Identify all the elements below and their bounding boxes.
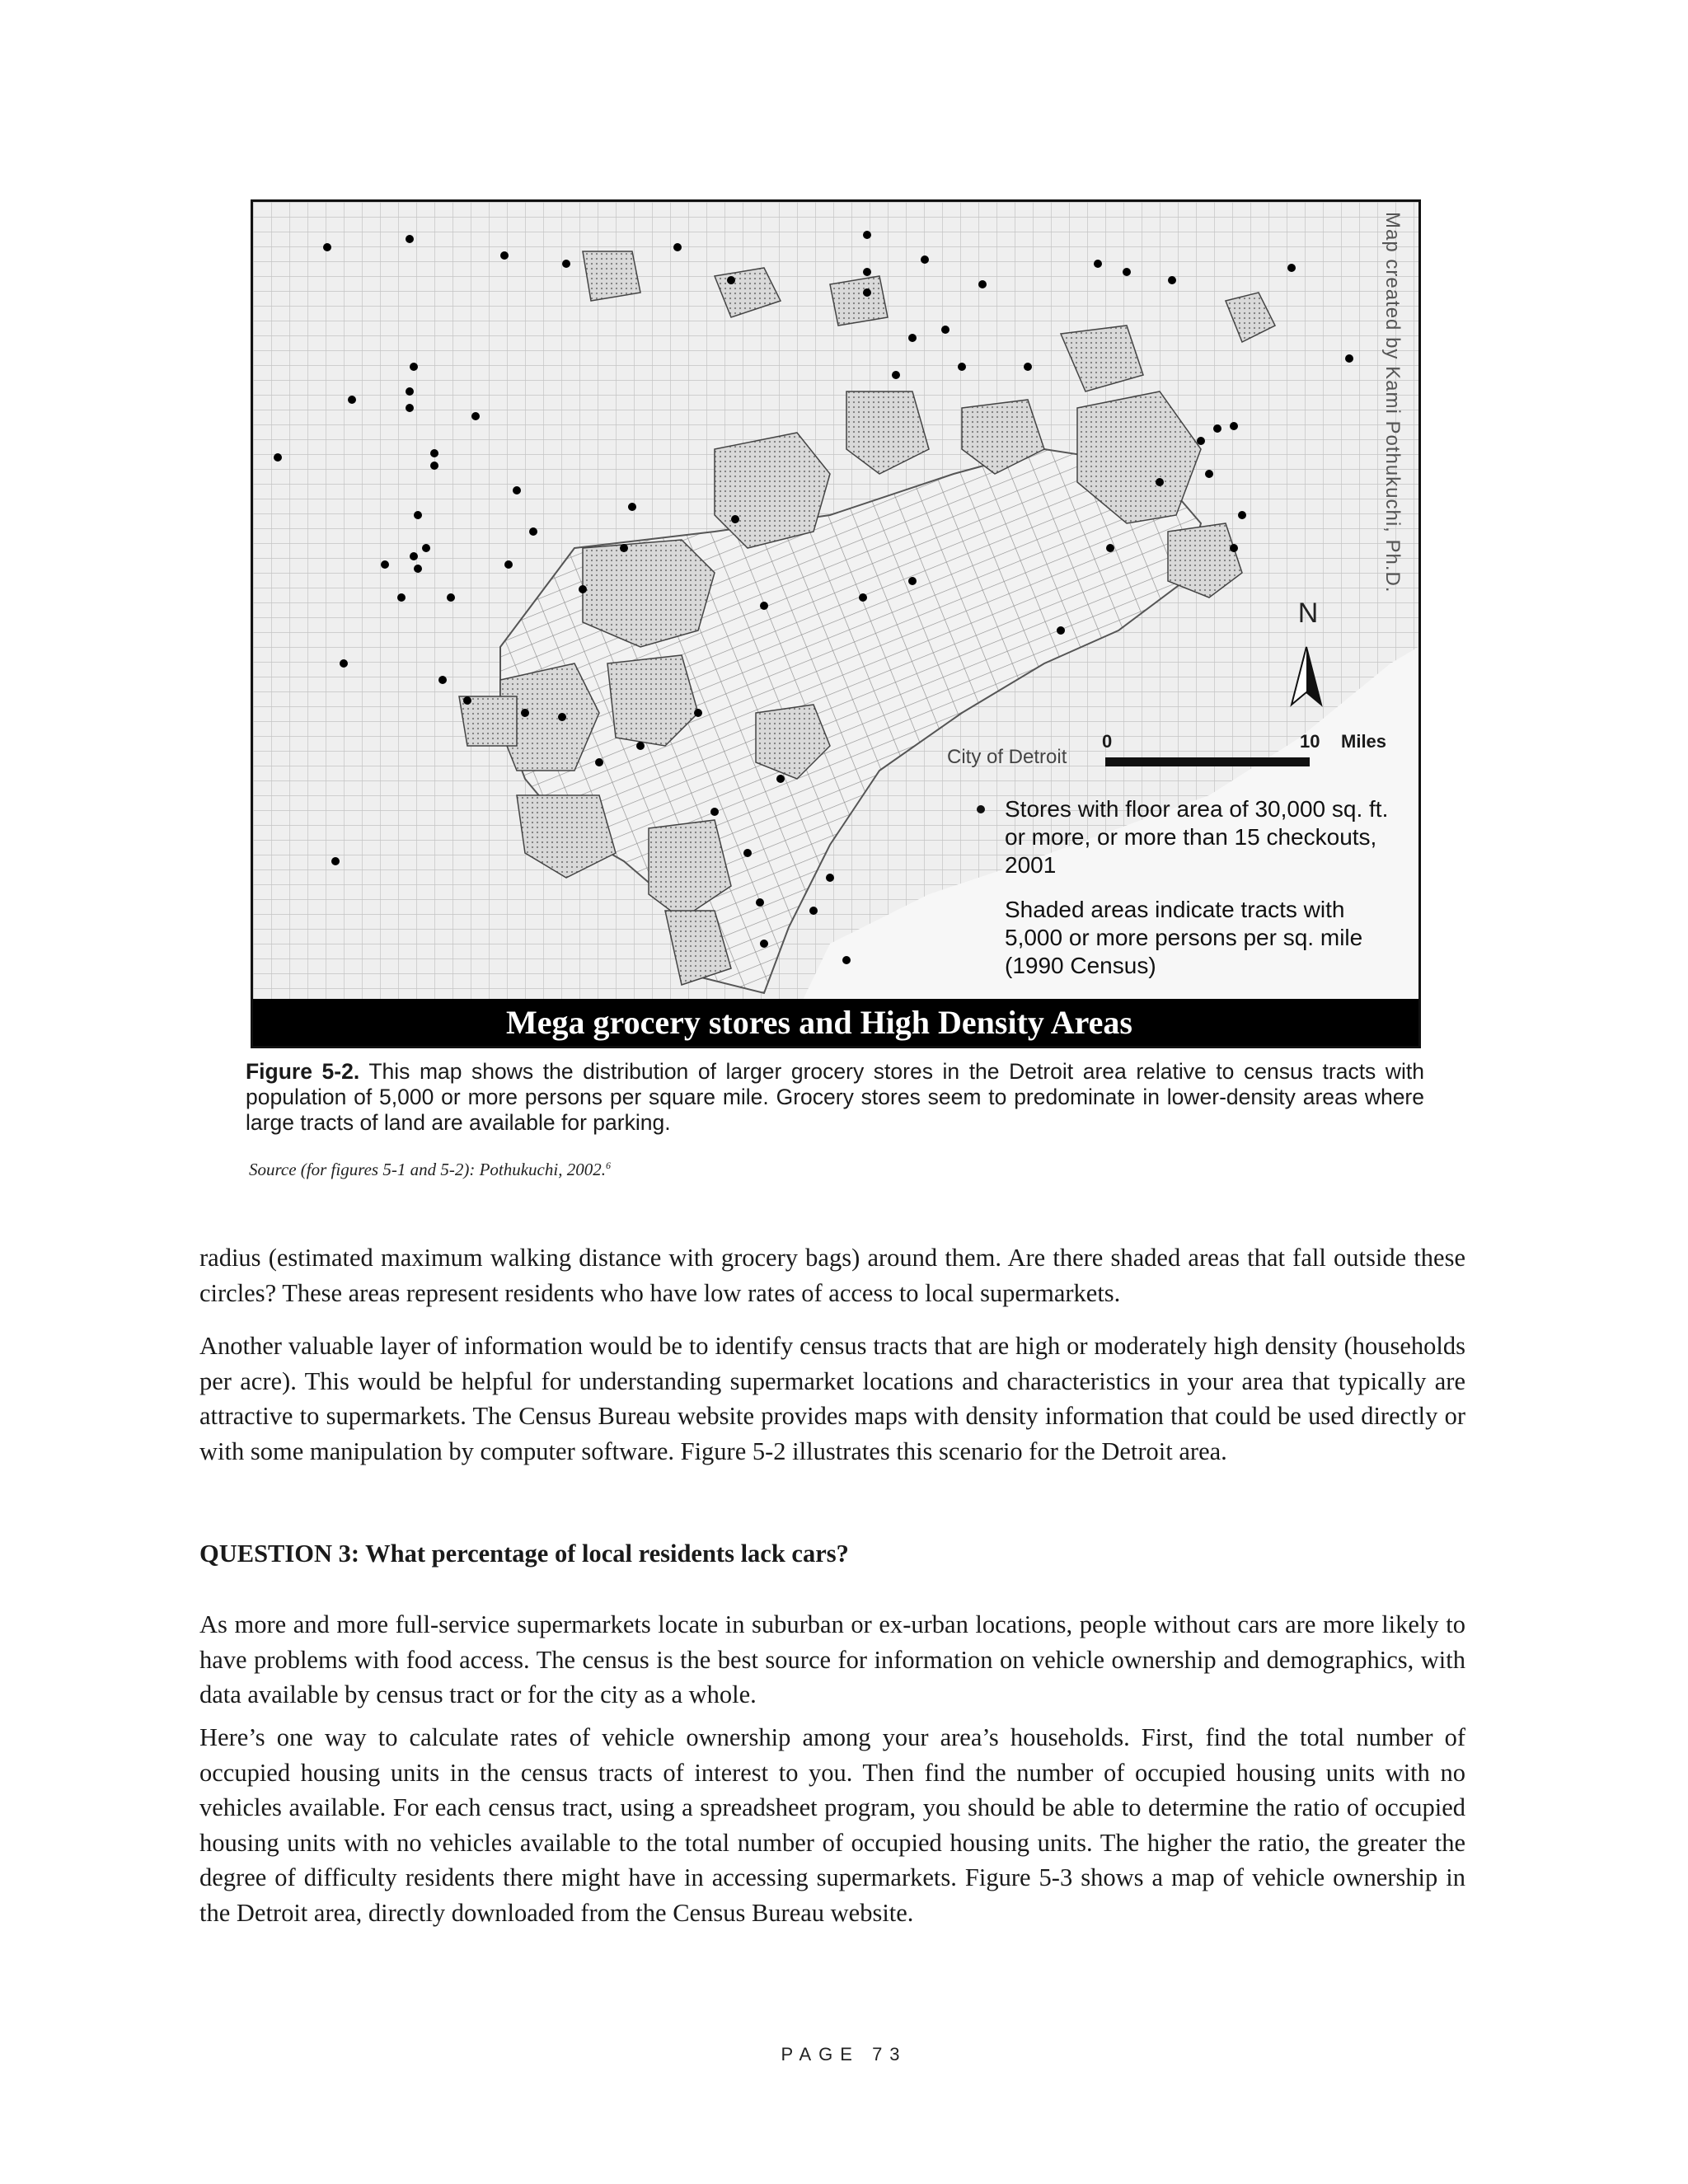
store-dot-icon (977, 805, 985, 813)
scale-end: 10 (1300, 731, 1320, 752)
figure-title-banner: Mega grocery stores and High Density Areas (253, 999, 1418, 1046)
figure-caption (246, 1059, 1424, 1136)
paragraph-calculation: Here’s one way to calculate rates of vehicle ownership among your area’s households. First, find the total number of occupied housing units in the census tracts of interest to you. Then find the number of occupied housing units with no vehicles available. For each census tract, using a spreadsheet program, you should be able to determine the ratio of occupied housing units with no vehicles available to the total number of occupied housing units. The higher the ratio, the greater the degree of difficulty residents there might have in accessing supermarkets. Figure 5-3 shows a map of vehicle ownership in the Detroit area, directly downloaded from the Census Bureau website. (199, 1723, 1465, 1927)
scale-unit: Miles (1341, 731, 1387, 752)
caption-label: Figure 5-2. (246, 1059, 360, 1084)
north-label: N (1297, 598, 1319, 629)
figure-source (249, 1160, 611, 1180)
source-text: Source (for figures 5-1 and 5-2): Pothukuchi, 2002. (249, 1160, 606, 1179)
caption-text: This map shows the distribution of larger grocery stores in the Detroit area relative to census tracts with population of 5,000 or more persons per square mile. Grocery stores seem to predominate in lower-density areas where large tracts of land are available for parking. (246, 1059, 1424, 1135)
scale-bar (1102, 731, 1407, 797)
legend-shaded-text: Shaded areas indicate tracts with 5,000 or more persons per sq. mile (1990 Census) (1005, 897, 1363, 978)
legend-stores (977, 795, 1405, 879)
scale-start: 0 (1102, 731, 1113, 752)
scale-bar-line (1105, 757, 1310, 766)
legend-shaded (977, 896, 1405, 980)
city-label: City of Detroit (947, 746, 1067, 768)
north-indicator (1283, 598, 1333, 630)
paragraph-density: Another valuable layer of information would be to identify census tracts that are high or moderately high density (households per acre). This would be helpful for understanding supermarket locations and characteristics in your area that typically are attractive to supermarkets. The Census Bureau website provides maps with density information that could be used directly or with some manipulation by computer software. Figure 5-2 illustrates this scenario for the Detroit area. (199, 1332, 1465, 1465)
detroit-grocery-map (251, 199, 1421, 1048)
map-legend (977, 795, 1405, 996)
page-number: PAGE 73 (781, 2044, 907, 2064)
paragraph-radius: radius (estimated maximum walking distance with grocery bags) around them. Are there shaded areas that fall outside these circles? These areas represent residents who have low rates of access to local supermarkets. (199, 1244, 1465, 1307)
legend-stores-text: Stores with floor area of 30,000 sq. ft. or more, or more than 15 checkouts, 2001 (1005, 796, 1389, 878)
paragraph-cars: As more and more full-service supermarkets locate in suburban or ex-urban locations, people without cars are more likely to have problems with food access. The census is the best source for information on vehicle ownership and demographics, with data available by census tract or for the city as a whole. (199, 1610, 1465, 1708)
source-footnote-marker: 6 (605, 1160, 611, 1171)
question-heading: QUESTION 3: What percentage of local residents lack cars? (199, 1540, 849, 1568)
map-credit: Map created by Kami Pothukuchi, Ph.D. (1381, 212, 1404, 593)
